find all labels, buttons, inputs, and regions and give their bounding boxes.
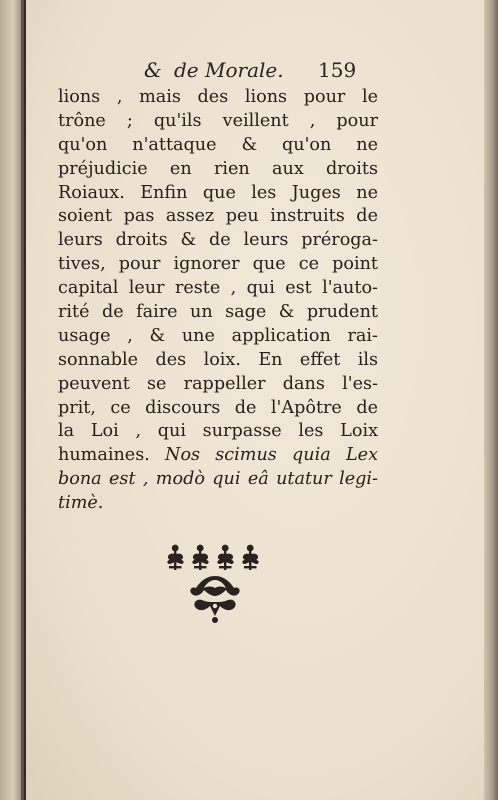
text-line: usage , & une application rai-	[58, 325, 378, 346]
text-line-mixed	[58, 444, 378, 468]
text-line: soient pas assez peu instruits de	[58, 206, 378, 227]
fleuron-tailpiece-icon	[160, 542, 270, 626]
text-line: trône ; qu'ils veillent , pour	[58, 110, 378, 131]
text-line: qu'on n'attaque & qu'on ne	[58, 134, 378, 155]
text-line: rité de faire un sage & prudent	[58, 302, 378, 323]
text-line: peuvent se rappeller dans l'es-	[58, 373, 378, 394]
text-line: leurs droits & de leurs préroga-	[58, 230, 378, 251]
latin-quote: timè.	[58, 493, 104, 514]
previous-page-edge	[0, 0, 24, 800]
header-ampersand: &	[144, 58, 162, 82]
text-line: sonnable des loix. En effet ils	[58, 349, 378, 370]
running-title: de Morale.	[174, 58, 284, 82]
page-number: 159	[318, 58, 357, 82]
text-line: préjudicie en rien aux droits	[58, 158, 378, 179]
text-roman: humaines.	[58, 445, 166, 466]
text-line: capital leur reste , qui est l'auto-	[58, 278, 378, 299]
body-text	[58, 86, 378, 516]
text-line-italic	[58, 468, 378, 492]
page-edge-right	[484, 0, 498, 800]
text-line-italic	[58, 492, 378, 516]
latin-quote: bona est , modò qui eâ utatur legi-	[58, 469, 378, 490]
text-line: lions , mais des lions pour le	[58, 87, 378, 107]
text-line: prit, ce discours de l'Apôtre de	[58, 397, 378, 418]
latin-quote: Nos scimus quia Lex	[165, 445, 378, 466]
running-header	[118, 58, 368, 86]
text-line: la Loi , qui surpasse les Loix	[58, 421, 378, 442]
text-line: Roiaux. Enfin que les Juges ne	[58, 182, 378, 203]
text-line: tives, pour ignorer que ce point	[58, 254, 378, 275]
